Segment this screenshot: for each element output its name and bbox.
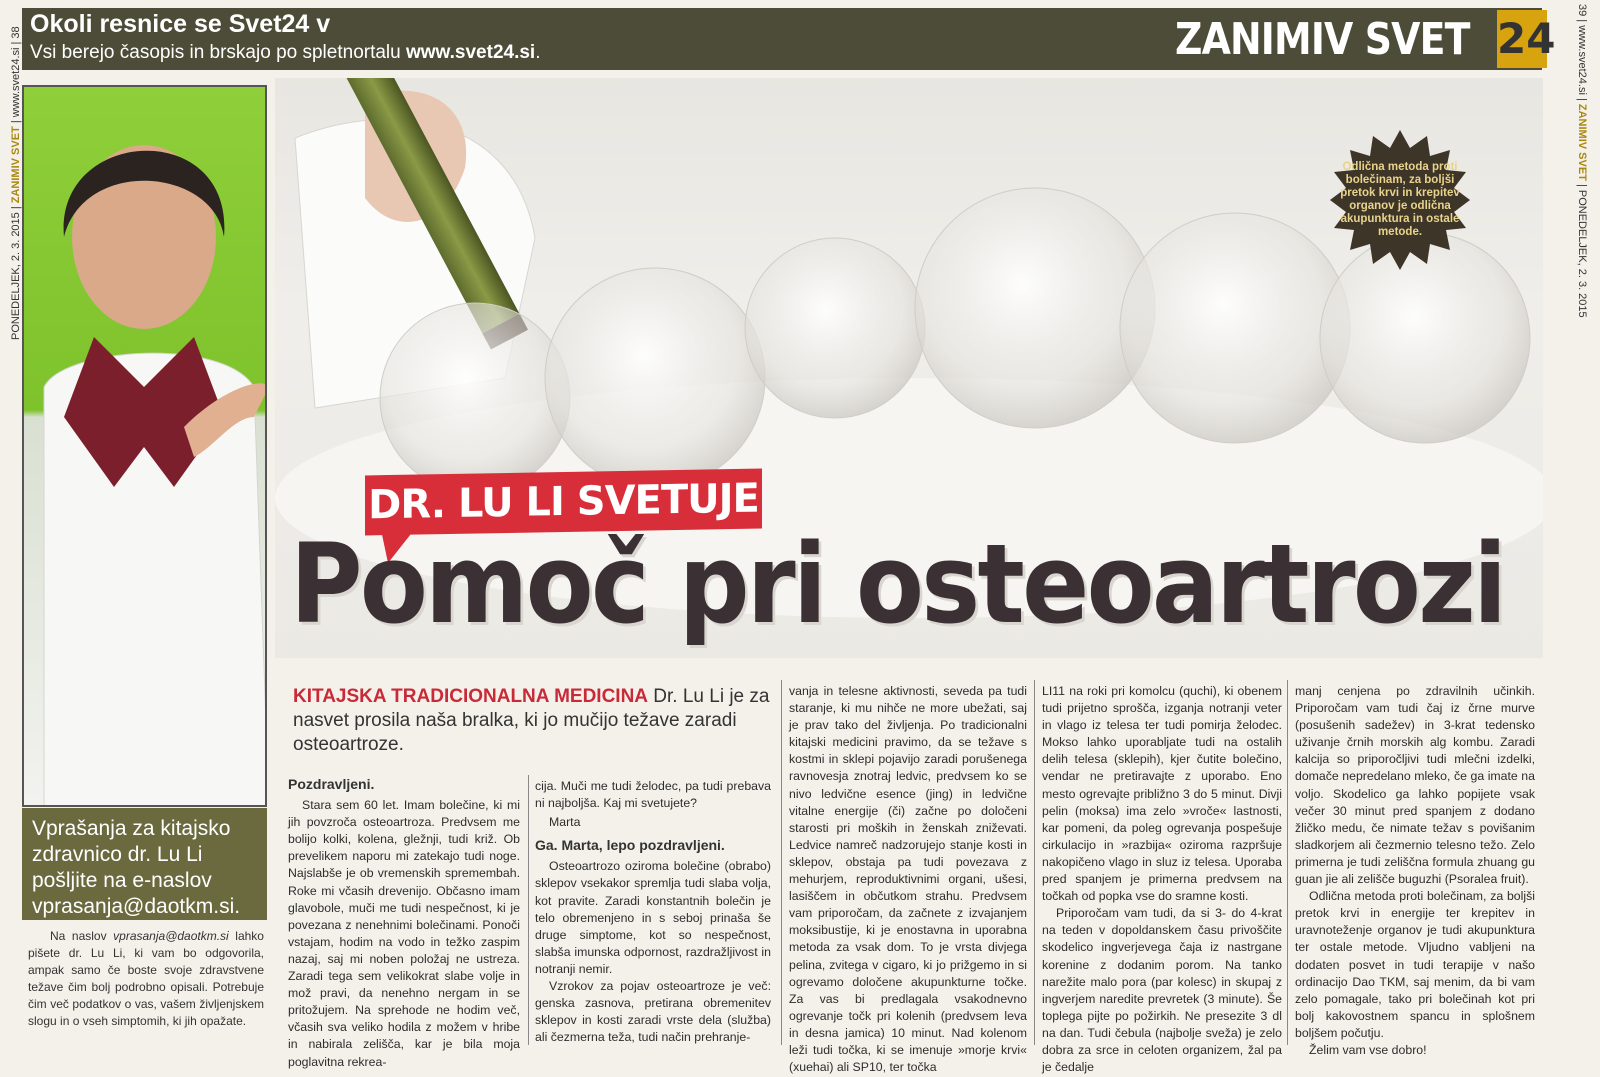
left-strip-pre: PONEDELJEK, 2. 3. 2015 | <box>10 203 22 340</box>
right-page-strip <box>1576 4 1588 318</box>
badge-text: Odlična metoda proti bolečinam, za boljši pretok krvi in krepitev organov je odlična akupunktura in ostale metode. <box>1340 161 1460 238</box>
sidebar-note <box>28 928 264 1030</box>
article-column-2 <box>535 778 771 1046</box>
section-number: 24 <box>1497 10 1547 68</box>
column-divider <box>1287 680 1288 1045</box>
closing-line: Želim vam vse dobro! <box>1309 1042 1427 1057</box>
letter-paragraph: cija. Muči me tudi želodec, pa tudi prebava ni najboljša. Kaj mi svetujete? <box>535 779 771 811</box>
letter-signature: Marta <box>549 815 581 830</box>
intro-lead: KITAJSKA TRADICIONALNA MEDICINA <box>293 686 649 707</box>
header-subtitle <box>30 42 540 64</box>
letter-greeting: Pozdravljeni. <box>288 776 375 792</box>
header-subtitle-end: . <box>535 42 541 63</box>
right-strip-section: ZANIMIV SVET <box>1576 103 1588 181</box>
right-strip-post: | PONEDELJEK, 2. 3. 2015 <box>1576 180 1588 318</box>
doctor-illustration <box>24 87 267 807</box>
letter-paragraph: Stara sem 60 let. Imam bolečine, ki mi jih povzroča osteoartroza. Predvsem me bolijo kolki, kolena, gležnji, tudi križ. Ob prevelikem naporu mi zatekajo tudi noge. Najslabše je ob vremenskih spremembah. Roke mi včasih drevenijo. Občasno imam glavobole, muči me tudi nespečnost, ki je povezana z nenehnimi bolečinami. Ponoči vstajam, hodim na vodo in težko zaspim nazaj, saj mi noben položaj ne ustreza. Zaradi tega sem velikokrat slabe volje in mož pravi, da nenehno nergam in se pritožujem. Na sprehode ne hodim več, včasih sva veliko hodila z možem v hribe in nabirala zelišča, kar je bila moja poglavitna rekrea- <box>288 798 520 1069</box>
answer-paragraph: vanja in telesne aktivnosti, seveda pa tudi staranje, ki mu nihče ne more ubežati, saj je prav tako del življenja. Po tradicionalni kitajski medicini pravimo, da se težave s kostmi in sklepi pojavijo zaradi porušenega ravnovesja znotraj ledvic, predvsem ko se nivo ledvične esence (jing) in ledvične vitalne energije (či) začne po določeni starosti pri moških in ženskah zniževati. Ledvice namreč nadzorujejo stanje kosti in sklepov, obstaja pa tudi povezava z mehurjem, reproduktivnimi organi, ušesi, lasiščem in občutkom strahu. Predvsem vam priporočam, da začnete z izvajanjem moksibustije, ki je enostavna in uporabna metoda za vsak dom. To je vrsta divjega pelina, zvitega v cigaro, ki jo prižgemo in si ogrevamo določene akupunkturne točke. Za vas bi predlagala vsakodnevno ogrevanje točk pri kolenih (predvsem leva in desna jamica) 10 minut. Nad kolenom leži tudi točka, ki se imenuje »morje krvi« (xuehai) ali SP10, ter točka <box>789 684 1027 1075</box>
intro-paragraph <box>293 685 773 757</box>
cup-glass <box>380 303 570 493</box>
doctor-portrait <box>22 85 267 807</box>
answer-paragraph: Priporočam vam tudi, da si 3- do 4-krat na teden v dopoldanskem času privoščite skodelico ingverjevega čaja iz nastrgane korenine z dodanim porom. Na tanko narežite malo pora (par kolesc) in skupaj z ingverjem naredite prevretek (3 minute). Še toplega pijte po požirkih. Ne presezite 3 dl na dan. Tudi čebula (najbolje sveža) je zelo dobra za srce in celoten organizem, žal pa je čedalje <box>1042 906 1282 1075</box>
note-pre: Na naslov <box>50 929 114 943</box>
cup-glass <box>915 188 1155 428</box>
answer-greeting: Ga. Marta, lepo pozdravljeni. <box>535 837 725 854</box>
section-title: ZANIMIV SVET <box>1175 14 1470 65</box>
answer-paragraph: manj cenjena po zdravilnih učinkih. Priporočam vam tudi čaj iz črne murve (posušenih sadežev) in 3-krat tedensko uživanje črnih morskih alg kombu. Zaradi kalcija so priporočljivi tudi mlečni izdelki, domače nepredelano mleko, če ga imate na voljo. Skodelico ga lahko popijete vsak večer 30 minut pred spanjem z dodano žličko medu, če nimate težav s povišanim sladkorjem ali čezmernio telesno težo. Zelo primerna je tudi zeliščna formula zhuang gu guan jie ali zelišče buguzhi (Psoralea fruit). <box>1295 684 1535 887</box>
cup-glass <box>745 238 925 418</box>
left-strip-post: | www.svet24.si | 38 <box>10 26 22 127</box>
cup-glass <box>1120 213 1350 443</box>
article-column-4 <box>1042 683 1282 1076</box>
column-divider <box>781 680 782 1045</box>
cup-glass <box>545 268 765 488</box>
kicker-label: DR. LU LI SVETUJE <box>365 469 762 536</box>
column-divider <box>528 775 529 1045</box>
intro-text: Dr. Lu Li je za nasvet prosila naša bralka, ki jo mučijo težave zaradi osteoartroze. <box>293 686 770 755</box>
column-divider <box>1034 680 1035 1045</box>
header-subtitle-mid: ortalu <box>353 42 406 63</box>
article-column-3 <box>789 683 1027 1076</box>
left-strip-section: ZANIMIV SVET <box>10 126 22 204</box>
note-email-link[interactable]: vprasanja@daotkm.si <box>113 929 229 943</box>
right-strip-pre: 39 | www.svet24.si | <box>1576 4 1588 104</box>
header-url-link[interactable]: www.svet24.si <box>406 42 536 63</box>
header-subtitle-prefix: Vsi berejo časopis in brskajo po spletn <box>30 42 354 63</box>
answer-paragraph: LI11 na roki pri komolcu (quchi), ki obenem tudi prijetno sprošča, izganja notranji veter in vlago iz telesa ter tudi pomirja želodec. Mokso lahko uporabljate tudi na ostalih delih telesa (sklepih), kjer čutite bolečino, vendar ne pretiravajte z uporabo. Eno mesto ogrevajte približno 3 do 5 minut. Divji pelin (moksa) ima zelo »vroče« lastnosti, kar pomeni, da poleg ogrevanja pospešuje cirkulacijo in »razbija« oziroma razpršuje nakopičeno vlago in sluz iz telesa. Uporaba pred spanjem je primerna predvsem na točkah od popka vse do sramne kosti. <box>1042 684 1282 904</box>
note-post: lahko pišete dr. Lu Li, ki vam bo odgovorila, ampak samo če boste svoje zdravstvene težave čim bolj podrobno opisali. Potrebuje čim več podatkov o vas, vašem življenjskem slogu in o vseh simptomih, ki jih opažate. <box>28 929 264 1028</box>
question-box: Vprašanja za kitajsko zdravnico dr. Lu Li pošljite na e-naslov vprasanja@daotkm.si. <box>22 808 267 920</box>
page-title: Pomoč pri osteoartrozi <box>290 520 1505 648</box>
article-column-5 <box>1295 683 1535 1059</box>
answer-paragraph: Osteoartrozo oziroma bolečine (obrabo) sklepov vsekakor spremlja tudi slaba volja, kot pravite. Zaradi konstantnih bolečin je telo obremenjeno in s seboj prinaša še druge simptome, kot so nespečnost, slabša imunska odpornost, razdražljivost in notranji nemir. <box>535 859 771 976</box>
header-title: Okoli resnice se Svet24 v <box>30 10 331 38</box>
article-column-1 <box>288 776 520 1071</box>
answer-paragraph: Odlična metoda proti bolečinam, za boljši pretok krvi in energije ter krepitev in uravnoteženje organov je tudi akupunktura ter ostale metode. Vljudno vabljeni na dodaten posvet in tudi terapije v našo ordinacijo Dao TKM, saj menim, da bi vam zelo pomagale, tako pri bolečinah kot pri bolj kakovostnem spancu in splošnem boljšem počutju. <box>1295 889 1535 1040</box>
left-page-strip <box>10 26 22 340</box>
answer-paragraph: Vzrokov za pojav osteoartroze je več: genska zasnova, pretirana obremenitev sklepov in kosti zaradi vrste dela (služba) ali čezmerna teža, tudi način prehranje- <box>535 979 771 1045</box>
